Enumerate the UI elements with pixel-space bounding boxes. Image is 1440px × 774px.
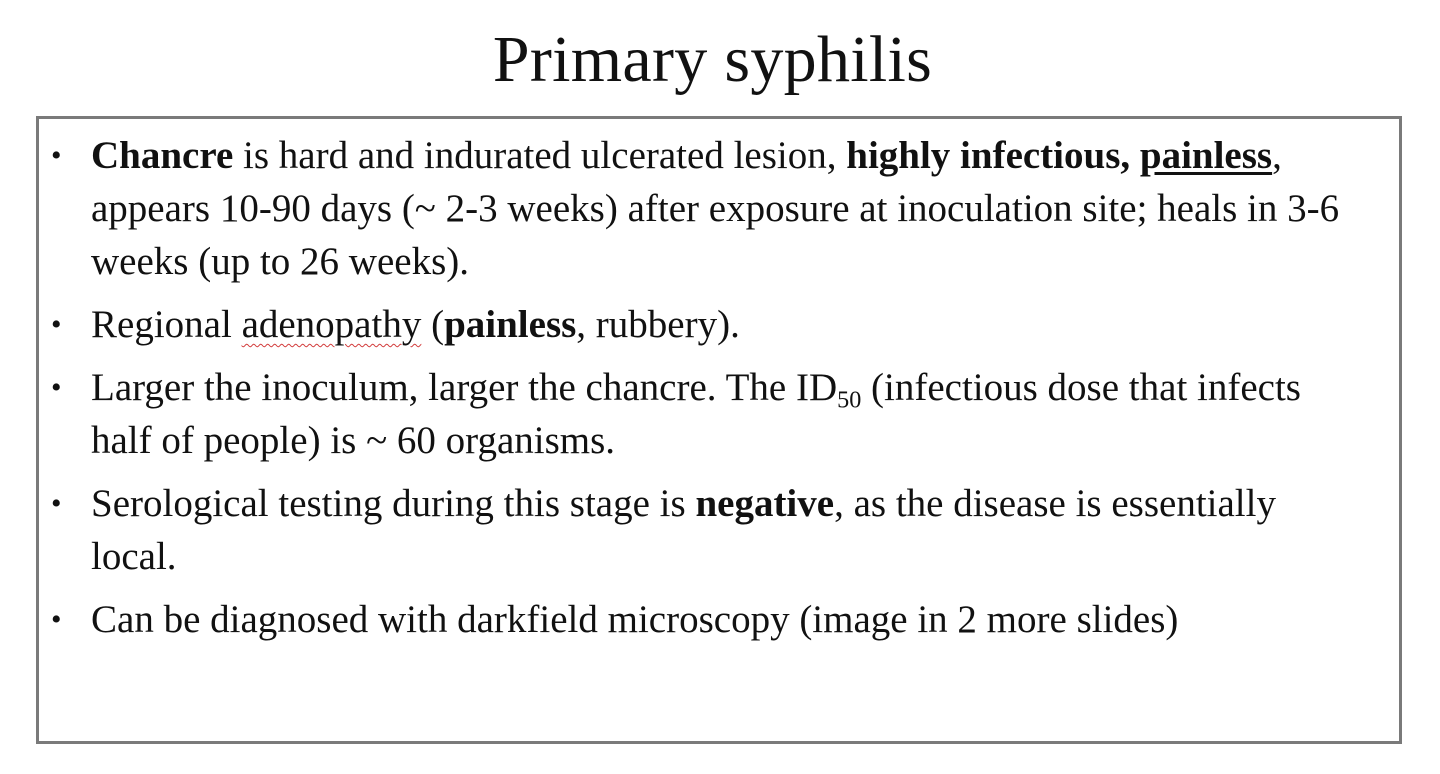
term-chancre: Chancre xyxy=(91,134,234,177)
bullet-item-inoculum xyxy=(39,361,1369,467)
term-adenopathy: adenopathy xyxy=(241,303,422,346)
term-highly-infectious: highly infectious, xyxy=(846,134,1131,177)
bullet-text: Can be diagnosed with darkfield microscopy (image in 2 more slides) xyxy=(91,598,1179,641)
bullet-text: is hard and indurated ulcerated lesion, xyxy=(233,134,847,177)
bullet-text: (infectious dose that infects half of people) is ~ 60 organisms. xyxy=(91,366,1301,462)
bullet-dot: • xyxy=(51,308,62,341)
bullet-dot: • xyxy=(51,603,62,636)
bullet-text: Larger the inoculum, larger the chancre. The ID xyxy=(91,366,838,409)
bullet-item-darkfield xyxy=(39,593,1369,646)
term-negative: negative xyxy=(695,482,835,525)
bullet-text xyxy=(1130,134,1140,177)
bullet-dot: • xyxy=(51,371,62,404)
bullet-item-adenopathy xyxy=(39,298,1369,351)
slide-title: Primary syphilis xyxy=(492,23,933,96)
term-painless: painless xyxy=(444,303,577,346)
bullet-text: ( xyxy=(421,303,445,346)
bullet-list xyxy=(39,129,1369,646)
term-painless: painless xyxy=(1139,134,1273,177)
subscript-50: 50 xyxy=(837,386,862,414)
bullet-dot: • xyxy=(51,139,62,172)
bullet-text: , appears 10-90 days (~ 2-3 weeks) after exposure at inoculation site; heals in 3-6 weeks (up to 26 weeks). xyxy=(91,134,1340,283)
bullet-item-serology xyxy=(39,477,1369,583)
bullet-item-chancre xyxy=(39,129,1369,288)
bullet-text: Serological testing during this stage is xyxy=(91,482,696,525)
bullet-text: , as the disease is essentially local. xyxy=(91,482,1276,578)
bullet-text: Regional xyxy=(91,303,242,346)
bullet-text: , rubbery). xyxy=(576,303,740,346)
content-box xyxy=(36,116,1402,744)
bullet-dot: • xyxy=(51,487,62,520)
